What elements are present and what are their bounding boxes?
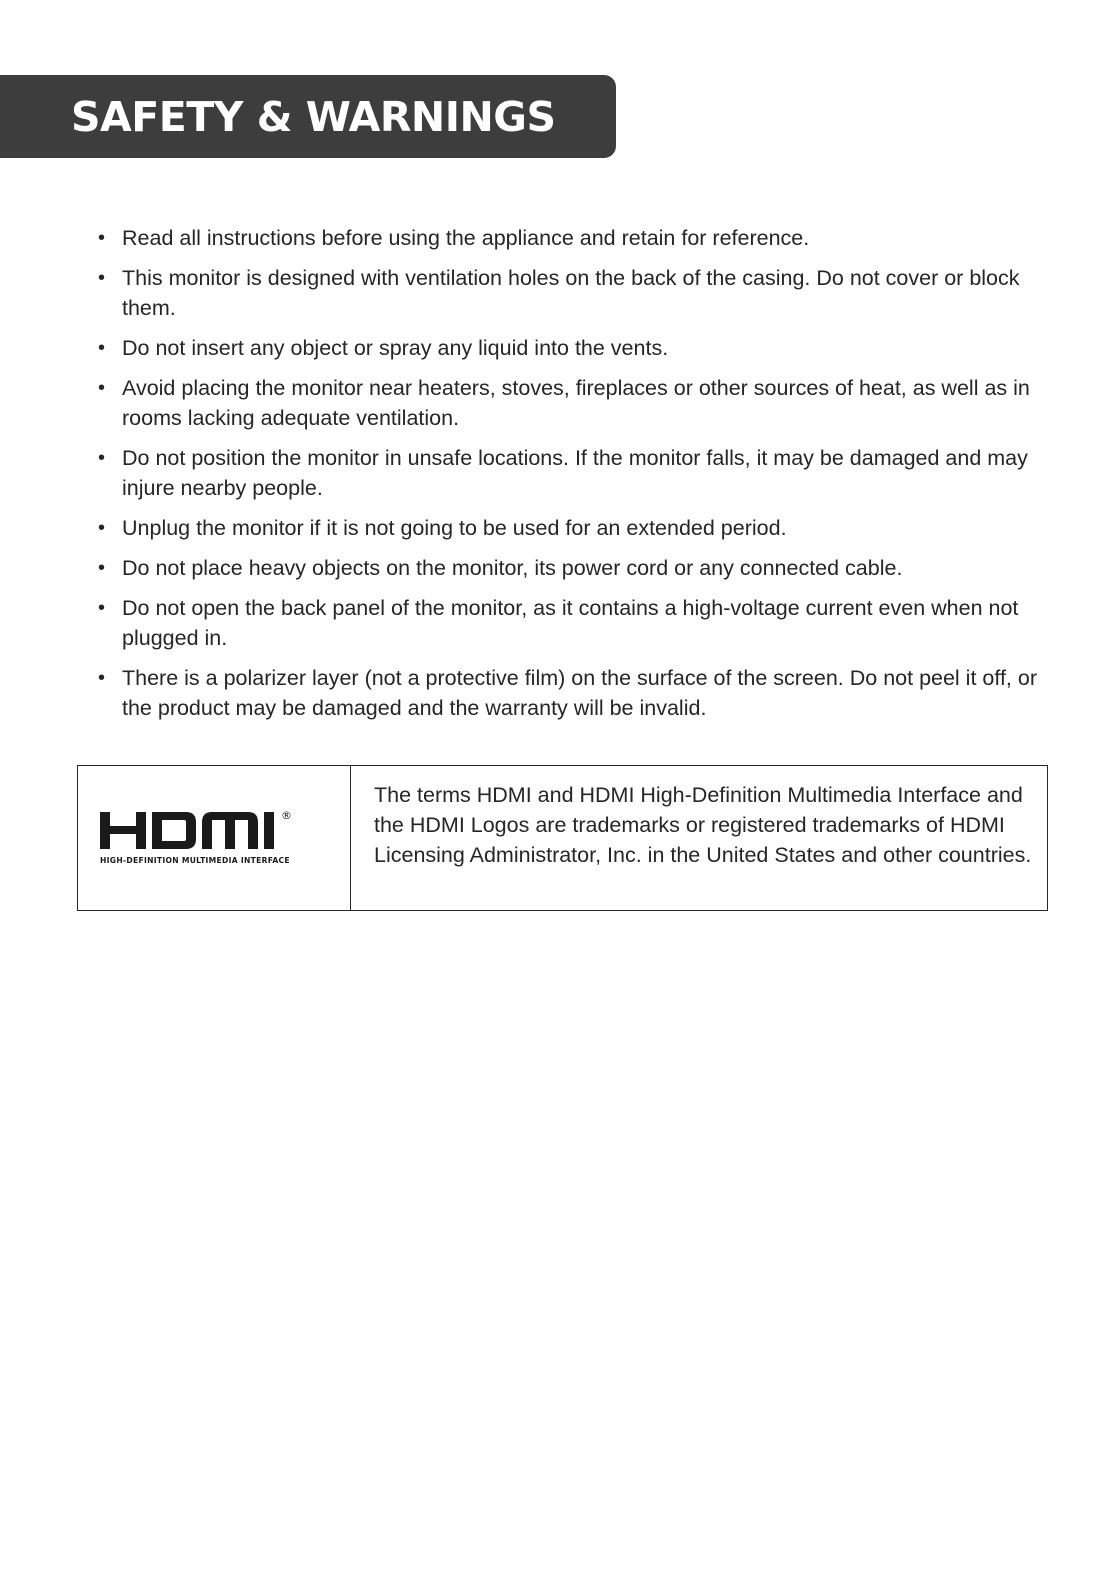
- section-header-banner: [0, 75, 616, 158]
- warning-text: Do not position the monitor in unsafe locations. If the monitor falls, it may be damaged and may injure nearby people.: [122, 446, 1028, 500]
- list-item: [98, 223, 1048, 253]
- bullet-icon: •: [98, 267, 106, 289]
- list-item: [98, 553, 1048, 583]
- warning-text: There is a polarizer layer (not a protective film) on the surface of the screen. Do not peel it off, or the product may be damaged and the warranty will be invalid.: [122, 666, 1037, 720]
- bullet-icon: •: [98, 377, 106, 399]
- warning-text: This monitor is designed with ventilation holes on the back of the casing. Do not cover or block them.: [122, 266, 1020, 320]
- hdmi-logo-icon: [98, 806, 330, 870]
- hdmi-logo-cell: [78, 766, 351, 910]
- warning-text: Unplug the monitor if it is not going to be used for an extended period.: [122, 516, 787, 540]
- bullet-icon: •: [98, 517, 106, 539]
- hdmi-logo-subtitle: HIGH-DEFINITION MULTIMEDIA INTERFACE: [100, 856, 290, 865]
- warning-text: Read all instructions before using the appliance and retain for reference.: [122, 226, 810, 250]
- warning-text: Do not place heavy objects on the monitor, its power cord or any connected cable.: [122, 556, 903, 580]
- bullet-icon: •: [98, 337, 106, 359]
- page-title: SAFETY & WARNINGS: [71, 92, 556, 141]
- warning-text: Do not insert any object or spray any liquid into the vents.: [122, 336, 669, 360]
- bullet-icon: •: [98, 447, 106, 469]
- list-item: [98, 443, 1048, 503]
- list-item: [98, 263, 1048, 323]
- list-item: [98, 663, 1048, 723]
- bullet-icon: •: [98, 667, 106, 689]
- list-item: [98, 513, 1048, 543]
- hdmi-trademark-box: [77, 765, 1048, 911]
- bullet-icon: •: [98, 227, 106, 249]
- safety-warnings-list: [98, 223, 1048, 733]
- list-item: [98, 373, 1048, 433]
- list-item: [98, 593, 1048, 653]
- hdmi-trademark-notice: The terms HDMI and HDMI High-Definition Multimedia Interface and the HDMI Logos are trademarks or registered trademarks of HDMI Licensing Administrator, Inc. in the United States and other countries.: [374, 783, 1032, 867]
- warning-text: Avoid placing the monitor near heaters, stoves, fireplaces or other sources of heat, as well as in rooms lacking adequate ventilation.: [122, 376, 1030, 430]
- bullet-icon: •: [98, 597, 106, 619]
- list-item: [98, 333, 1048, 363]
- bullet-icon: •: [98, 557, 106, 579]
- warning-text: Do not open the back panel of the monitor, as it contains a high-voltage current even when not plugged in.: [122, 596, 1019, 650]
- registered-mark: ®: [281, 809, 292, 822]
